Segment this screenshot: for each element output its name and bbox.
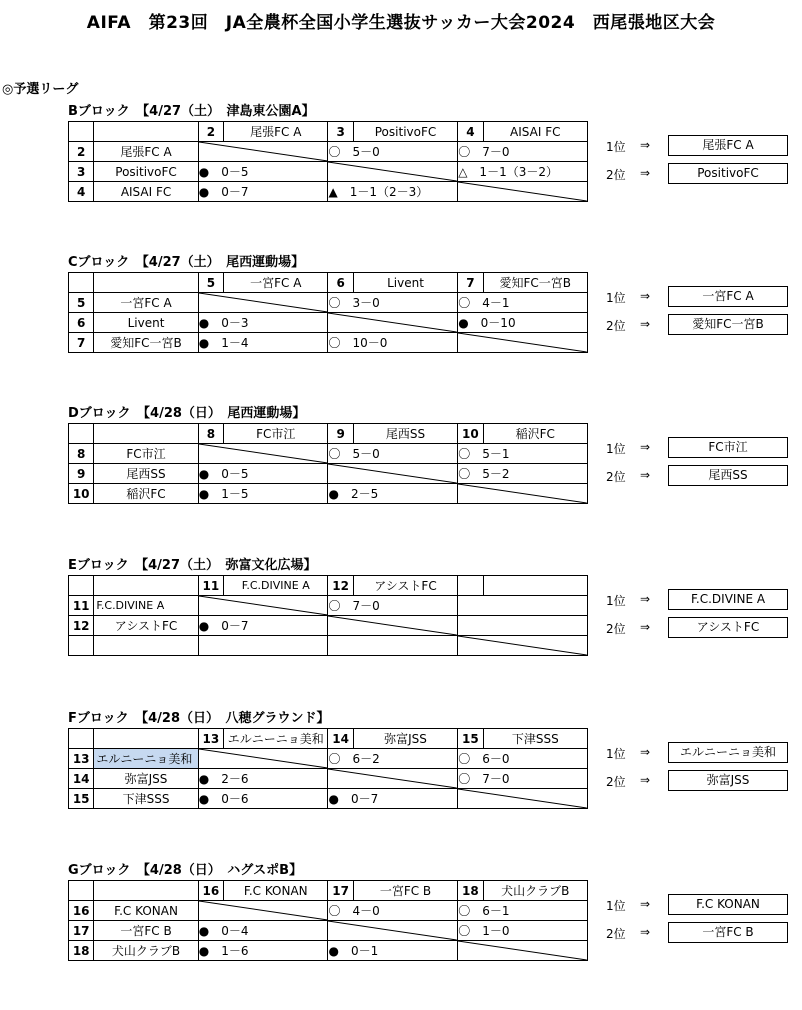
row-team-number: 2 [69,142,94,162]
header-team-number: 18 [458,881,483,901]
table-row [69,636,588,656]
header-team-number: 14 [328,729,353,749]
row-team-number: 13 [69,749,94,769]
rank-row [606,437,798,457]
row-team-number: 8 [69,444,94,464]
header-team-name: エルニーニョ美和 [224,729,328,749]
league-block [68,254,798,353]
row-team-name: 一宮FC A [94,293,198,313]
section-heading: ◎予選リーグ [2,82,79,97]
header-team-name: アシストFC [353,576,457,596]
rank-row [606,465,798,485]
arrow-icon: ⇒ [640,468,651,482]
rank-team: 一宮FC B [668,922,788,943]
table-row [69,901,588,921]
match-result: 〇 4－0 [328,901,458,921]
match-result [198,636,328,656]
rank-row [606,314,798,334]
table-row [69,941,588,961]
block-heading: Eブロック 【4/27（土） 弥富文化広場】 [68,558,317,573]
row-team-name: 一宮FC B [94,921,198,941]
table-row [69,769,588,789]
row-team-number: 10 [69,484,94,504]
rank-team: PositivoFC [668,163,788,184]
row-team-name: F.C.DIVINE A [94,596,198,616]
self-match-cell [328,162,458,182]
corner-cell [94,424,198,444]
match-result: ● 0－5 [198,162,328,182]
league-block [68,405,798,504]
header-team-name: F.C.DIVINE A [224,576,328,596]
self-match-cell [198,142,328,162]
table-row [69,484,588,504]
match-result: 〇 6－1 [458,901,588,921]
row-team-number: 11 [69,596,94,616]
header-team-name: F.C KONAN [224,881,328,901]
arrow-icon: ⇒ [640,897,651,911]
header-team-number: 15 [458,729,483,749]
match-result: ● 0－6 [198,789,328,809]
header-team-number: 9 [328,424,353,444]
self-match-cell [328,313,458,333]
table-row [69,616,588,636]
corner-cell [94,729,198,749]
match-result: 〇 4－1 [458,293,588,313]
table-row [69,182,588,202]
row-team-name: 下津SSS [94,789,198,809]
match-result: ▲ 1－1（2－3） [328,182,458,202]
block-heading: Bブロック 【4/27（土） 津島東公園A】 [68,104,315,119]
match-result: 〇 3－0 [328,293,458,313]
row-team-number: 4 [69,182,94,202]
header-team-name: 犬山クラブB [483,881,587,901]
rank-row [606,770,798,790]
rank-row [606,163,798,183]
row-team-name: Livent [94,313,198,333]
rank-team: 尾西SS [668,465,788,486]
rank-row [606,922,798,942]
rank-team: アシストFC [668,617,788,638]
header-team-name: 稲沢FC [483,424,587,444]
league-block [68,862,798,961]
header-team-name: 愛知FC一宮B [483,273,587,293]
match-result: 〇 5－2 [458,464,588,484]
table-header-row [69,729,588,749]
header-team-number: 2 [198,122,223,142]
row-team-name: 尾張FC A [94,142,198,162]
row-team-name: 稲沢FC [94,484,198,504]
league-block [68,710,798,809]
table-row [69,464,588,484]
match-result: 〇 5－0 [328,142,458,162]
match-result: 〇 5－0 [328,444,458,464]
corner-cell [94,122,198,142]
self-match-cell [198,749,328,769]
table-header-row [69,576,588,596]
rank-team: 愛知FC一宮B [668,314,788,335]
league-table [68,121,588,202]
corner-cell [69,576,94,596]
arrow-icon: ⇒ [640,592,651,606]
header-team-number: 5 [198,273,223,293]
match-result: 〇 7－0 [328,596,458,616]
rank-position: 1位 [606,291,626,305]
rank-position: 2位 [606,470,626,484]
match-result: ● 0－10 [458,313,588,333]
row-team-number: 6 [69,313,94,333]
block-heading: Gブロック 【4/28（日） ハグスポB】 [68,863,303,878]
row-team-number: 5 [69,293,94,313]
page-title: AIFA 第23回 JA全農杯全国小学生選抜サッカー大会2024 西尾張地区大会 [86,13,716,33]
match-result: ● 1－4 [198,333,328,353]
match-result: ● 0－7 [198,616,328,636]
header-team-number: 13 [198,729,223,749]
self-match-cell [458,941,588,961]
league-block [68,557,798,656]
league-table [68,728,588,809]
arrow-icon: ⇒ [640,773,651,787]
self-match-cell [198,293,328,313]
rank-position: 1位 [606,140,626,154]
match-result: ● 1－6 [198,941,328,961]
rank-row [606,286,798,306]
row-team-number: 16 [69,901,94,921]
self-match-cell [328,921,458,941]
match-result: ● 0－3 [198,313,328,333]
corner-cell [69,729,94,749]
table-row [69,162,588,182]
table-header-row [69,122,588,142]
header-team-name: 一宮FC B [353,881,457,901]
row-team-number: 3 [69,162,94,182]
self-match-cell [458,182,588,202]
corner-cell [69,424,94,444]
row-team-name: アシストFC [94,616,198,636]
header-team-number: 16 [198,881,223,901]
arrow-icon: ⇒ [640,166,651,180]
table-row [69,444,588,464]
row-team-name [94,636,198,656]
match-result: 〇 6－2 [328,749,458,769]
table-row [69,142,588,162]
match-result: ● 1－5 [198,484,328,504]
match-result: ● 2－6 [198,769,328,789]
block-heading: Cブロック 【4/27（土） 尾西運動場】 [68,255,305,270]
self-match-cell [328,464,458,484]
arrow-icon: ⇒ [640,925,651,939]
rank-team: 一宮FC A [668,286,788,307]
corner-cell [94,881,198,901]
header-team-name: 尾張FC A [224,122,328,142]
match-result [458,616,588,636]
table-row [69,596,588,616]
match-result: 〇 10－0 [328,333,458,353]
corner-cell [94,576,198,596]
self-match-cell [198,596,328,616]
match-result [458,596,588,616]
header-team-name: 尾西SS [353,424,457,444]
self-match-cell [458,333,588,353]
rank-row [606,589,798,609]
table-row [69,313,588,333]
table-row [69,921,588,941]
rank-team: エルニーニョ美和 [668,742,788,763]
league-table [68,423,588,504]
self-match-cell [458,484,588,504]
block-heading: Fブロック 【4/28（日） 八穂グラウンド】 [68,711,330,726]
rank-position: 2位 [606,775,626,789]
header-team-name: FC市江 [224,424,328,444]
match-result: 〇 5－1 [458,444,588,464]
header-team-number: 4 [458,122,483,142]
match-result: △ 1－1（3－2） [458,162,588,182]
rank-position: 2位 [606,168,626,182]
match-result: ● 0－4 [198,921,328,941]
rank-position: 2位 [606,319,626,333]
corner-cell [69,273,94,293]
header-team-name: 下津SSS [483,729,587,749]
match-result: ● 0－5 [198,464,328,484]
match-result: ● 0－1 [328,941,458,961]
row-team-number: 7 [69,333,94,353]
header-team-number: 3 [328,122,353,142]
block-heading: Dブロック 【4/28（日） 尾西運動場】 [68,406,306,421]
row-team-name: F.C KONAN [94,901,198,921]
match-result: ● 0－7 [328,789,458,809]
match-result: ● 0－7 [198,182,328,202]
arrow-icon: ⇒ [640,317,651,331]
self-match-cell [458,636,588,656]
match-result: 〇 7－0 [458,142,588,162]
rank-team: FC市江 [668,437,788,458]
row-team-number: 9 [69,464,94,484]
table-row [69,293,588,313]
row-team-name: エルニーニョ美和 [94,749,198,769]
arrow-icon: ⇒ [640,620,651,634]
rank-position: 2位 [606,927,626,941]
row-team-number: 18 [69,941,94,961]
rank-row [606,894,798,914]
rank-position: 1位 [606,747,626,761]
match-result [328,636,458,656]
header-team-name: 弥富JSS [353,729,457,749]
header-team-name [483,576,587,596]
corner-cell [69,881,94,901]
match-result: 〇 6－0 [458,749,588,769]
header-team-number: 12 [328,576,353,596]
header-team-number: 11 [198,576,223,596]
row-team-number: 14 [69,769,94,789]
arrow-icon: ⇒ [640,440,651,454]
rank-position: 1位 [606,594,626,608]
table-header-row [69,424,588,444]
rank-row [606,617,798,637]
header-team-name: PositivoFC [353,122,457,142]
rank-team: F.C KONAN [668,894,788,915]
row-team-number [69,636,94,656]
header-team-number: 8 [198,424,223,444]
corner-cell [69,122,94,142]
row-team-name: 愛知FC一宮B [94,333,198,353]
header-team-name: AISAI FC [483,122,587,142]
rank-team: 尾張FC A [668,135,788,156]
self-match-cell [328,769,458,789]
rank-row [606,135,798,155]
row-team-name: 弥富JSS [94,769,198,789]
header-team-name: 一宮FC A [224,273,328,293]
rank-position: 1位 [606,899,626,913]
arrow-icon: ⇒ [640,745,651,759]
row-team-number: 15 [69,789,94,809]
table-header-row [69,881,588,901]
corner-cell [94,273,198,293]
league-table [68,272,588,353]
match-result: 〇 1－0 [458,921,588,941]
row-team-number: 17 [69,921,94,941]
league-block [68,103,798,202]
row-team-name: PositivoFC [94,162,198,182]
table-header-row [69,273,588,293]
header-team-name: Livent [353,273,457,293]
rank-team: F.C.DIVINE A [668,589,788,610]
self-match-cell [328,616,458,636]
row-team-name: AISAI FC [94,182,198,202]
arrow-icon: ⇒ [640,138,651,152]
header-team-number: 6 [328,273,353,293]
self-match-cell [198,901,328,921]
row-team-name: FC市江 [94,444,198,464]
table-row [69,789,588,809]
row-team-name: 犬山クラブB [94,941,198,961]
self-match-cell [458,789,588,809]
table-row [69,749,588,769]
league-table [68,880,588,961]
rank-row [606,742,798,762]
self-match-cell [198,444,328,464]
rank-position: 1位 [606,442,626,456]
row-team-number: 12 [69,616,94,636]
row-team-name: 尾西SS [94,464,198,484]
header-team-number: 10 [458,424,483,444]
rank-team: 弥富JSS [668,770,788,791]
header-team-number: 7 [458,273,483,293]
header-team-number: 17 [328,881,353,901]
match-result: ● 2－5 [328,484,458,504]
match-result: 〇 7－0 [458,769,588,789]
rank-position: 2位 [606,622,626,636]
arrow-icon: ⇒ [640,289,651,303]
league-table [68,575,588,656]
header-team-number [458,576,483,596]
table-row [69,333,588,353]
